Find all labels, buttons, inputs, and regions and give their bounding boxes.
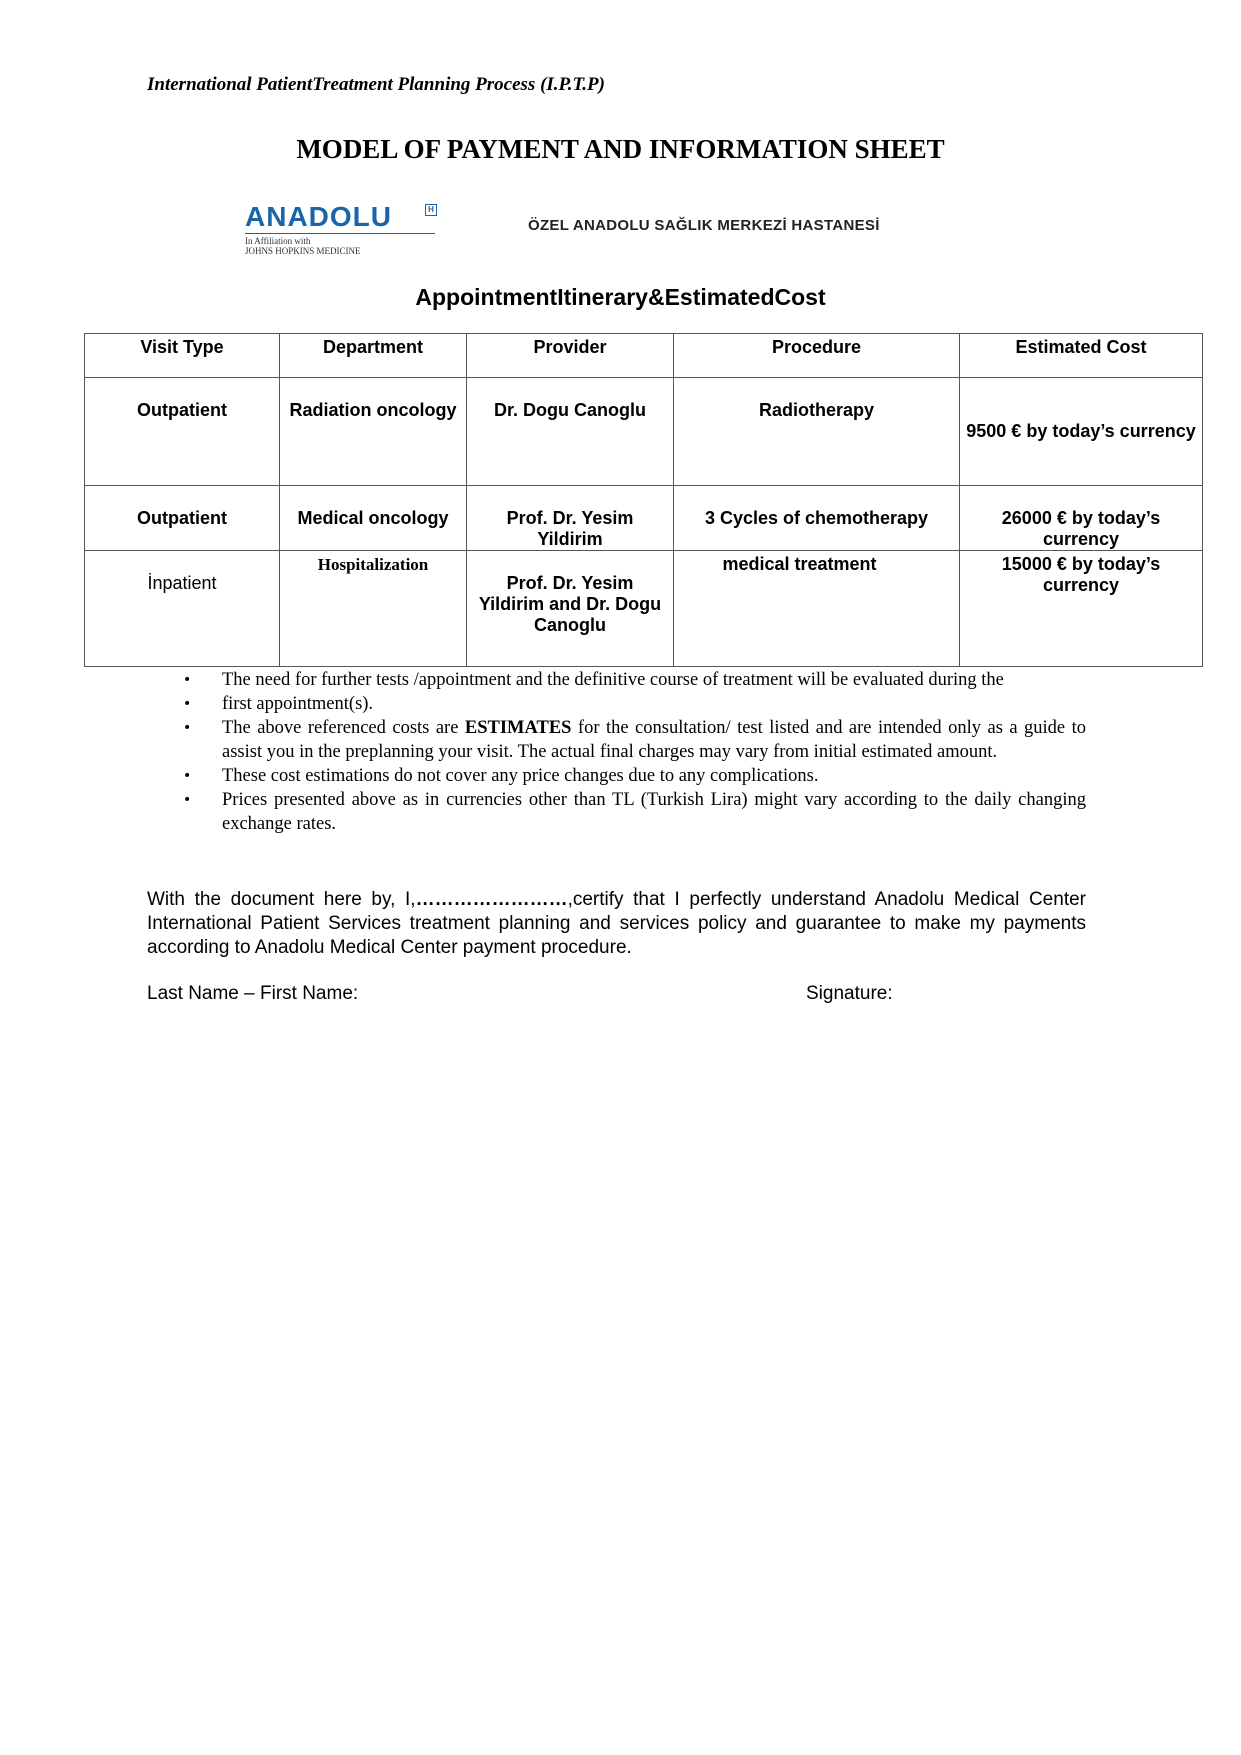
list-item: • Prices presented above as in currencies other than TL (Turkish Lira) might vary according to the daily changing exchange rates. <box>183 788 1086 836</box>
header-department: Department <box>280 334 467 378</box>
cell-procedure: 3 Cycles of chemotherapy <box>674 486 960 551</box>
cell-department: Hospitalization <box>280 551 467 667</box>
header-note: International PatientTreatment Planning Process (I.P.T.P) <box>147 74 605 95</box>
header-provider: Provider <box>467 334 674 378</box>
cell-visit-type: İnpatient <box>85 551 280 667</box>
notes-list <box>183 668 1086 836</box>
header-visit-type: Visit Type <box>85 334 280 378</box>
cell-estimated-cost: 15000 € by today’s currency <box>960 551 1203 667</box>
hospital-name: ÖZEL ANADOLU SAĞLIK MERKEZİ HASTANESİ <box>528 217 880 234</box>
logo-affiliation: JOHNS HOPKINS MEDICINE <box>245 246 361 256</box>
cell-provider: Prof. Dr. Yesim Yildirim and Dr. Dogu Canoglu <box>467 551 674 667</box>
table-header-row <box>85 334 1203 378</box>
list-item <box>183 716 1086 764</box>
list-item: • The need for further tests /appointment and the definitive course of treatment will be evaluated during the <box>183 668 1086 692</box>
table-row <box>85 551 1203 667</box>
note-emphasis: ESTIMATES <box>464 718 572 738</box>
certify-text: With the document here by, I, <box>147 889 416 910</box>
header-procedure: Procedure <box>674 334 960 378</box>
certify-text: ,certify that I perfectly understand Anadolu Medical Center International Patient Services treatment planning and services policy and guarantee to make my payments according to Anadolu Medical Center payment procedure. <box>147 889 1086 958</box>
logo-rule <box>245 233 435 234</box>
document-title: MODEL OF PAYMENT AND INFORMATION SHEET <box>296 134 945 164</box>
cell-provider: Dr. Dogu Canoglu <box>467 378 674 486</box>
certification-statement <box>147 888 1086 960</box>
note-text: for the consultation/ test listed and are intended only as a guide to assist you in the preplanning your visit. The actual final charges may vary from initial estimated amount. <box>222 718 1086 762</box>
list-item: • These cost estimations do not cover any price changes due to any complications. <box>183 764 1086 788</box>
logo-subtitle: In Affiliation with <box>245 236 311 246</box>
list-item: • first appointment(s). <box>183 692 1086 716</box>
cell-estimated-cost: 9500 € by today’s currency <box>960 378 1203 486</box>
cell-estimated-cost: 26000 € by today’s currency <box>960 486 1203 551</box>
signature-label: Signature: <box>806 983 893 1004</box>
anadolu-logo <box>245 202 445 258</box>
name-label: Last Name – First Name: <box>147 983 359 1004</box>
table-title: AppointmentItinerary&EstimatedCost <box>415 284 826 310</box>
cell-procedure: Radiotherapy <box>674 378 960 486</box>
cell-visit-type: Outpatient <box>85 378 280 486</box>
logo-badge-icon: H <box>425 204 437 216</box>
cell-provider: Prof. Dr. Yesim Yildirim <box>467 486 674 551</box>
logo-wordmark: ANADOLU <box>245 201 392 232</box>
table-row <box>85 486 1203 551</box>
note-text: The above referenced costs are <box>222 718 465 738</box>
cell-procedure: medical treatment <box>674 551 960 667</box>
cell-department: Medical oncology <box>280 486 467 551</box>
cost-table <box>84 333 1203 667</box>
table-row <box>85 378 1203 486</box>
cell-visit-type: Outpatient <box>85 486 280 551</box>
name-blank: …………………… <box>415 889 568 910</box>
cell-department: Radiation oncology <box>280 378 467 486</box>
header-estimated-cost: Estimated Cost <box>960 334 1203 378</box>
